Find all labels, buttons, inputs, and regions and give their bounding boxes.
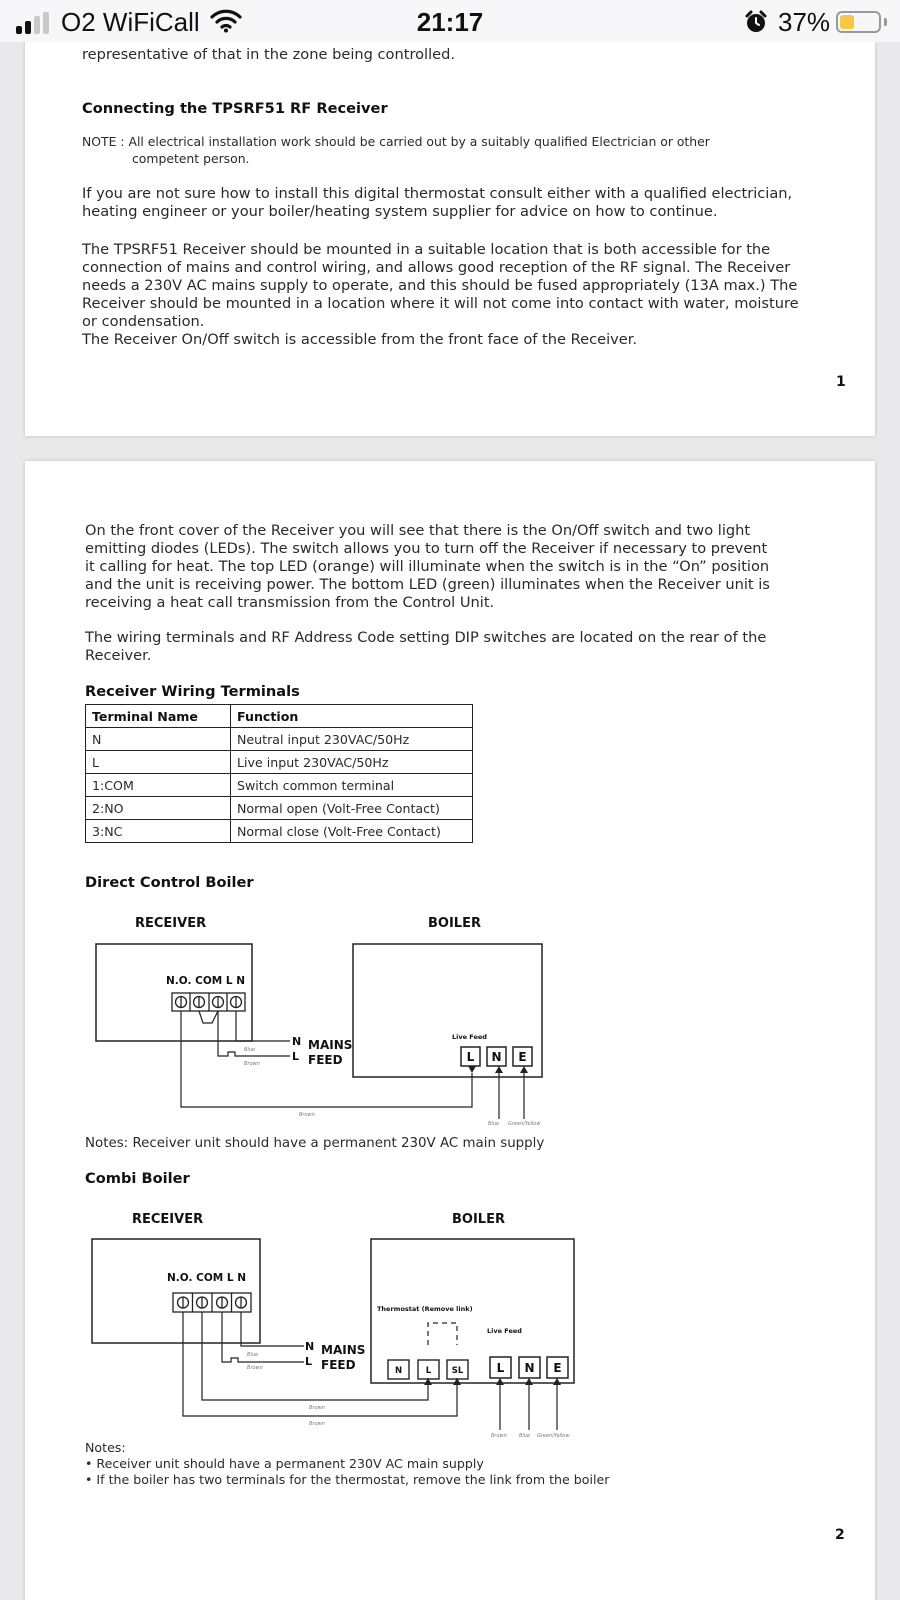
column-header: Terminal Name [86, 705, 231, 728]
wire-label-blue: Blue [244, 1047, 256, 1053]
notes-title: Notes: [85, 1440, 126, 1455]
paragraph-3 [85, 522, 770, 612]
table-cell: L [86, 751, 231, 774]
document-page-1 [25, 30, 875, 436]
notes-item: • Receiver unit should have a permanent 230V AC main supply [85, 1456, 484, 1471]
receiver-terminal-block [173, 1293, 251, 1312]
boiler-terminal-e: E [553, 1361, 562, 1375]
terminals-table [85, 704, 473, 843]
wire-label-brown-bottom: Brown [491, 1433, 507, 1439]
boiler-terminal-l: L [496, 1361, 505, 1375]
paragraph-4 [85, 629, 766, 665]
wire-label-brown-bottom: Brown [299, 1112, 315, 1118]
battery-percent: 37% [778, 7, 831, 37]
note-line-1: NOTE : All electrical installation work should be carried out by a suitably qualified Electrician or other [82, 134, 710, 149]
receiver-box [92, 1239, 260, 1343]
text-line: heating engineer or your boiler/heating system supplier for advice on how to continue. [82, 203, 718, 220]
text-line: emitting diodes (LEDs). The switch allows you to turn off the Receiver if necessary to prevent [85, 540, 768, 557]
text-line: The TPSRF51 Receiver should be mounted in a suitable location that is both accessible for the [82, 241, 771, 258]
table-row [86, 751, 473, 774]
paragraph-fragment: representative of that in the zone being controlled. [82, 46, 456, 63]
table-cell: Switch common terminal [231, 774, 473, 797]
combi-boiler-wiring-diagram [25, 1197, 875, 1442]
battery-icon [836, 11, 881, 33]
table-row [86, 728, 473, 751]
mains-l-label: L [292, 1050, 300, 1063]
mains-label: MAINS [308, 1038, 353, 1052]
table-header-row [86, 705, 473, 728]
status-bar [0, 0, 900, 42]
thermostat-terminals [388, 1360, 468, 1379]
table-cell: Normal open (Volt-Free Contact) [231, 797, 473, 820]
clock-time: 21:17 [416, 7, 484, 37]
table-title: Receiver Wiring Terminals [85, 683, 300, 700]
text-line: or condensation. [82, 313, 205, 330]
wire-label-green-yellow: Green/Yellow [537, 1433, 570, 1439]
table-cell: Normal close (Volt-Free Contact) [231, 820, 473, 843]
boiler-terminal-l: L [466, 1050, 475, 1064]
wire-label-brown-mid2: Brown [309, 1421, 325, 1427]
thermostat-terminal-n: N [394, 1366, 403, 1376]
wire-label-blue-bottom: Blue [519, 1433, 531, 1439]
table-cell: N [86, 728, 231, 751]
page-number: 2 [835, 1527, 845, 1543]
paragraph-1 [82, 185, 792, 221]
paragraph-2 [82, 241, 799, 349]
text-line: it calling for heat. The top LED (orange) will illuminate when the switch is in the “On” position [85, 558, 770, 575]
wire-label-blue-bottom: Blue [488, 1121, 500, 1127]
section-heading: Connecting the TPSRF51 RF Receiver [82, 100, 388, 117]
diagram-1-title: Direct Control Boiler [85, 874, 254, 891]
arrow-heads [424, 1378, 561, 1385]
feed-label: FEED [308, 1053, 343, 1067]
table-row [86, 820, 473, 843]
carrier-name: O2 WiFiCall [61, 7, 200, 37]
boiler-terminal-n: N [524, 1361, 535, 1375]
note-line-2: competent person. [132, 151, 250, 166]
thermostat-terminal-sl: SL [451, 1366, 464, 1376]
mains-l-label: L [305, 1355, 313, 1368]
arrow-heads [468, 1066, 528, 1073]
battery-level-fill [840, 15, 854, 29]
document-page-2 [25, 461, 875, 1600]
table-cell: 2:NO [86, 797, 231, 820]
boiler-terminal-e: E [518, 1050, 527, 1064]
boiler-terminals [461, 1047, 532, 1066]
text-line: The wiring terminals and RF Address Code setting DIP switches are located on the rear of the [85, 629, 767, 646]
receiver-terminal-header: N.O. COM L N [166, 975, 245, 987]
table-cell: Neutral input 230VAC/50Hz [231, 728, 473, 751]
live-feed-label: Live Feed [452, 1033, 487, 1041]
column-header: Function [231, 705, 473, 728]
battery-tip [884, 18, 887, 26]
final-notes [85, 1440, 609, 1488]
receiver-label: RECEIVER [135, 916, 207, 931]
text-line: and the unit is receiving power. The bottom LED (green) illuminates when the Receiver unit is [85, 576, 770, 593]
text-line: receiving a heat call transmission from the Control Unit. [85, 594, 495, 611]
live-feed-label: Live Feed [487, 1327, 522, 1335]
text-line: Receiver. [85, 647, 152, 664]
boiler-terminals [490, 1357, 568, 1378]
mains-n-label: N [305, 1340, 315, 1353]
mains-n-label: N [292, 1035, 302, 1048]
thermostat-terminal-l: L [425, 1366, 432, 1376]
boiler-terminal-n: N [491, 1050, 502, 1064]
wire-label-blue: Blue [247, 1352, 259, 1358]
thermostat-label: Thermostat (Remove link) [377, 1305, 473, 1313]
mains-label: MAINS [321, 1343, 366, 1357]
text-line: Receiver should be mounted in a location where it will not come into contact with water, moisture [82, 295, 799, 312]
boiler-label: BOILER [452, 1212, 505, 1227]
wire-label-brown-mid1: Brown [309, 1405, 325, 1411]
wire-label-brown: Brown [247, 1365, 263, 1371]
text-line: The Receiver On/Off switch is accessible from the front face of the Receiver. [82, 331, 638, 348]
table-cell: Live input 230VAC/50Hz [231, 751, 473, 774]
direct-control-wiring-diagram [25, 901, 875, 1131]
thermostat-link [428, 1323, 457, 1345]
page-number: 1 [836, 374, 846, 390]
table-row [86, 797, 473, 820]
table-cell: 3:NC [86, 820, 231, 843]
notes-item: • If the boiler has two terminals for the thermostat, remove the link from the boiler [85, 1472, 610, 1487]
text-line: needs a 230V AC mains supply to operate, and this should be fused appropriately (13A max.) The [82, 277, 798, 294]
receiver-terminal-block [172, 993, 245, 1011]
diagram-2-title: Combi Boiler [85, 1170, 190, 1187]
table-row [86, 774, 473, 797]
feed-label: FEED [321, 1358, 356, 1372]
table-cell: 1:COM [86, 774, 231, 797]
text-line: On the front cover of the Receiver you will see that there is the On/Off switch and two light [85, 522, 751, 539]
receiver-label: RECEIVER [132, 1212, 204, 1227]
wire-label-green-yellow: Green/Yellow [508, 1121, 541, 1127]
text-line: connection of mains and control wiring, and allows good reception of the RF signal. The Receiver [82, 259, 791, 276]
wire-label-brown: Brown [244, 1061, 260, 1067]
alarm-clock-icon [744, 10, 768, 38]
boiler-label: BOILER [428, 916, 481, 931]
text-line: If you are not sure how to install this digital thermostat consult either with a qualified electrician, [82, 185, 793, 202]
receiver-terminal-header: N.O. COM L N [167, 1272, 246, 1284]
diagram-1-notes: Notes: Receiver unit should have a permanent 230V AC main supply [85, 1136, 545, 1151]
